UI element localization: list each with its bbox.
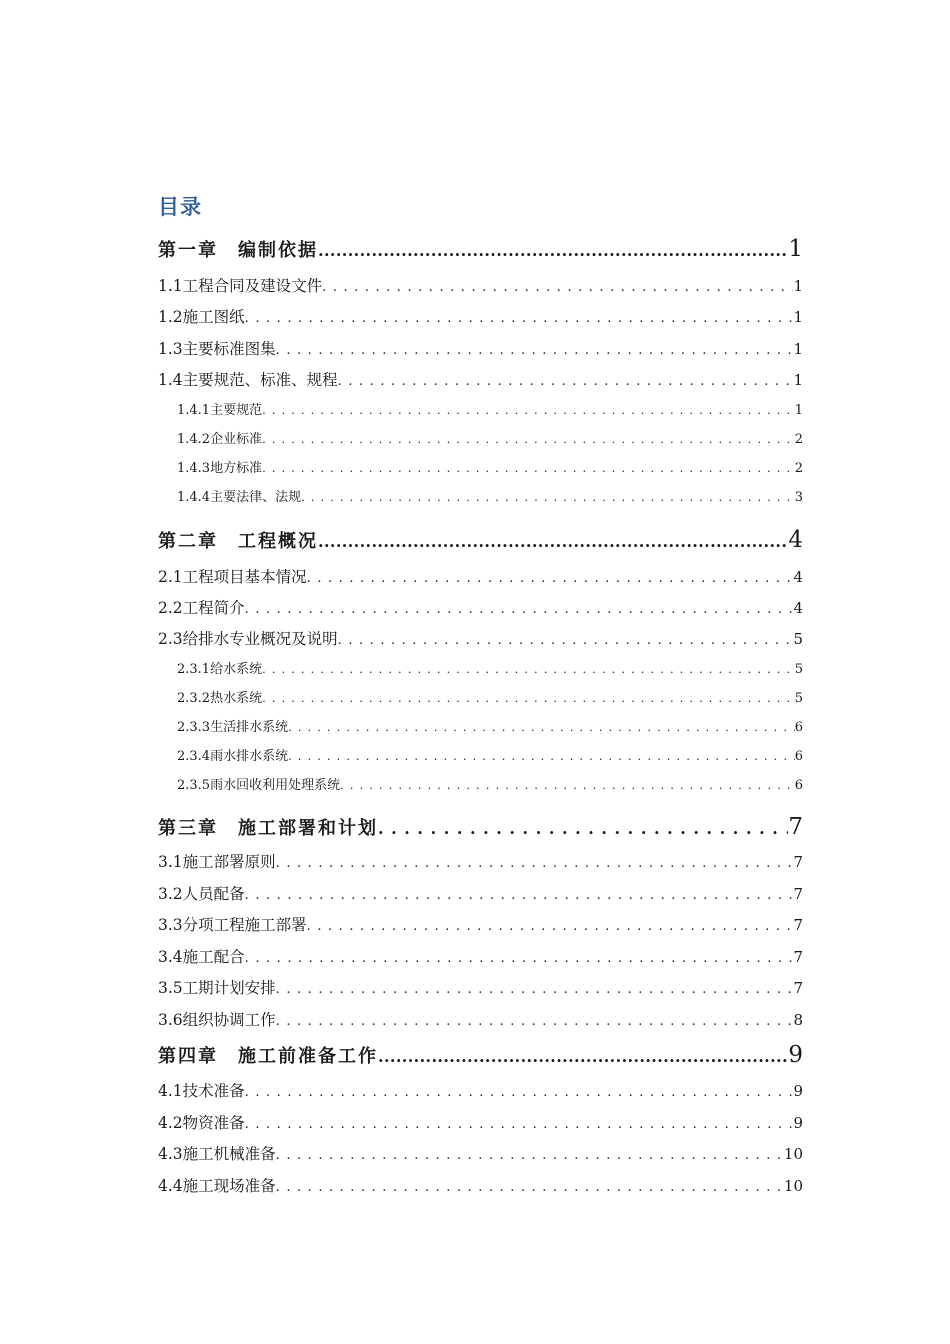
toc-page-number: 7 [793,948,803,966]
toc-title: 目录 [158,195,202,219]
toc-page-number: 10 [783,1177,803,1195]
toc-entry-label: 2.3.2热水系统 [177,691,263,706]
toc-entry[interactable] [158,945,803,967]
toc-entry-label: 2.3.5雨水回收利用处理系统 [177,778,341,793]
toc-page-number: 7 [793,885,803,903]
toc-entry-label: 2.3给排水专业概况及说明 [158,630,338,648]
toc-entry-label: 1.4.2企业标准 [177,432,263,447]
toc-entry[interactable] [158,565,803,587]
toc-page-number: 5 [794,662,803,677]
toc-page-number: 9 [793,1082,803,1100]
toc-subentry[interactable] [177,486,803,505]
dot-leader [318,241,788,260]
dot-leader [276,1014,794,1029]
toc-entry-label: 1.1工程合同及建设文件 [158,277,323,295]
toc-page-number: 1 [793,340,803,358]
toc-page-number: 9 [788,1042,803,1068]
toc-subentry[interactable] [177,457,803,476]
toc-subentry[interactable] [177,658,803,677]
toc-entry-label: 1.3主要标准图集 [158,340,276,358]
toc-entry-label: 2.3.3生活排水系统 [177,720,289,735]
toc-entry-label: 1.4主要规范、标准、规程 [158,371,338,389]
dot-leader [338,633,794,648]
toc-entry-label: 2.1工程项目基本情况 [158,568,307,586]
dot-leader [288,749,795,763]
toc-page-number: 6 [794,749,803,764]
toc-entry-label: 4.1技术准备 [158,1082,245,1100]
toc-entry-label: 3.4施工配合 [158,948,245,966]
dot-leader [245,311,794,326]
toc-entry[interactable] [158,1142,803,1164]
toc-entry-label: 3.6组织协调工作 [158,1011,276,1029]
toc-subentry[interactable] [177,774,803,793]
toc-page-number: 6 [794,720,803,735]
toc-chapter-1[interactable] [158,236,803,262]
toc-page-number: 2 [794,432,803,447]
dot-leader [318,532,788,551]
toc-page-number: 1 [788,236,803,262]
toc-entry-label: 3.2人员配备 [158,885,245,903]
toc-page-number: 1 [794,403,803,418]
toc-page-number: 7 [793,853,803,871]
toc-entry-label: 3.3分项工程施工部署 [158,916,307,934]
toc-page-number: 7 [793,916,803,934]
toc-subentry[interactable] [177,716,803,735]
dot-leader [262,403,795,417]
dot-leader [245,951,794,966]
toc-entry[interactable] [158,596,803,618]
toc-entry-label: 1.4.1主要规范 [177,403,263,418]
toc-entry[interactable] [158,850,803,872]
toc-entry[interactable] [158,1111,803,1133]
toc-chapter-2[interactable] [158,527,803,553]
dot-leader [288,720,795,734]
dot-leader [262,691,795,705]
toc-page-number: 4 [793,599,803,617]
toc-page-number: 5 [793,630,803,648]
dot-leader [276,982,794,997]
dot-leader [307,919,794,934]
toc-page-number: 3 [794,490,803,505]
toc-entry-label: 4.3施工机械准备 [158,1145,276,1163]
toc-entry-label: 1.2施工图纸 [158,308,245,326]
toc-entry-label: 第一章 编制依据 [158,240,318,261]
toc-chapter-4[interactable] [158,1042,803,1068]
dot-leader [262,662,795,676]
toc-subentry[interactable] [177,687,803,706]
toc-page-number: 1 [793,308,803,326]
toc-subentry[interactable] [177,399,803,418]
toc-page-number: 8 [793,1011,803,1029]
toc-entry-label: 3.5工期计划安排 [158,979,276,997]
toc-entry[interactable] [158,913,803,935]
dot-leader [276,1148,784,1163]
toc-entry-label: 第四章 施工前准备工作 [158,1046,378,1067]
toc-page-number: 4 [793,568,803,586]
toc-entry-label: 3.1施工部署原则 [158,853,276,871]
dot-leader [245,888,794,903]
dot-leader [276,856,794,871]
dot-leader [245,1085,794,1100]
dot-leader [262,461,795,475]
toc-entry[interactable] [158,274,803,296]
toc-entry-label: 2.3.1给水系统 [177,662,263,677]
toc-entry-label: 4.2物资准备 [158,1114,245,1132]
toc-entry[interactable] [158,1008,803,1030]
toc-page-number: 1 [793,371,803,389]
toc-page-number: 1 [793,277,803,295]
toc-page-number: 2 [794,461,803,476]
dot-leader [340,778,795,792]
toc-entry-label: 1.4.3地方标准 [177,461,263,476]
dot-leader [307,571,794,586]
toc-entry-label: 第二章 工程概况 [158,531,318,552]
toc-page-number: 9 [793,1114,803,1132]
toc-entry-label: 第三章 施工部署和计划 [158,818,378,839]
toc-entry[interactable] [158,976,803,998]
toc-page-number: 6 [794,778,803,793]
toc-page-number: 5 [794,691,803,706]
dot-leader [322,280,793,295]
toc-page-number: 10 [783,1145,803,1163]
toc-entry-label: 2.2工程简介 [158,599,245,617]
dot-leader [378,1047,788,1066]
toc-chapter-3[interactable] [158,814,803,840]
toc-entry-label: 2.3.4雨水排水系统 [177,749,289,764]
toc-entry-label: 1.4.4主要法律、法规 [177,490,302,505]
dot-leader [245,1117,794,1132]
toc-entry[interactable] [158,627,803,649]
toc-entry[interactable] [158,337,803,359]
toc-page-number: 4 [788,527,803,553]
dot-leader [276,1180,784,1195]
toc-subentry[interactable] [177,428,803,447]
dot-leader [338,374,794,389]
toc-entry[interactable] [158,1174,803,1196]
toc-entry[interactable] [158,1079,803,1101]
toc-entry[interactable] [158,882,803,904]
dot-leader [245,602,794,617]
toc-entry[interactable] [158,368,803,390]
dot-leader [262,432,795,446]
toc-entry[interactable] [158,305,803,327]
toc-page-number: 7 [788,814,803,840]
toc-page-number: 7 [793,979,803,997]
toc-subentry[interactable] [177,745,803,764]
dot-leader [378,819,788,838]
dot-leader [301,490,795,504]
toc-entry-label: 4.4施工现场准备 [158,1177,276,1195]
dot-leader [276,343,794,358]
